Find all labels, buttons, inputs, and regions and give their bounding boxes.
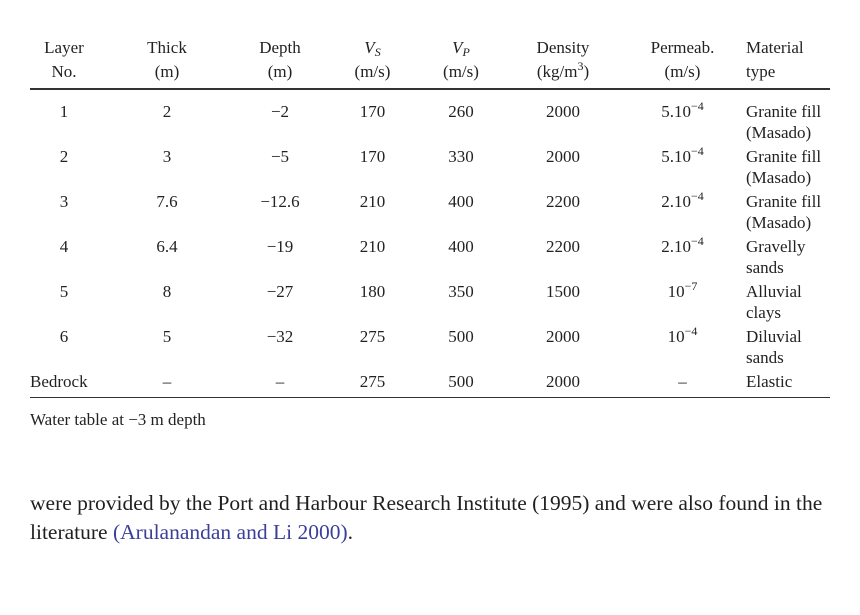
cell-material: Gravelly sands [746,237,806,277]
cell-thick: 6.4 [156,237,178,256]
body-paragraph [30,489,840,547]
cell-density: 2000 [501,371,625,398]
header-vp: $V_P$ (m/s) [421,34,501,89]
permeability-base: – [678,372,687,391]
cell-vp: 330 [448,147,474,166]
permeability-base: 10 [667,327,685,346]
table-row [30,281,830,326]
table-row [30,236,830,281]
permeability-exponent: −7 [684,279,698,293]
permeability-base: 5.10 [661,102,691,121]
header-density: Density $(kg/m^3)$ [501,34,625,89]
cell-vs: 275 [359,327,386,346]
header-permeability: Permeab. (m/s) [625,34,740,89]
cell-layer: 4 [59,237,69,256]
citation-link[interactable]: (Arulanandan and Li 2000) [112,520,348,544]
cell-vp: 400 [448,192,474,211]
cell-layer: 3 [59,192,69,211]
cell-depth: −5 [270,147,290,166]
cell-vp: 500 [421,371,501,398]
permeability-exponent: −4 [690,144,704,158]
cell-vs: 170 [359,147,386,166]
cell-depth: −27 [266,282,294,301]
cell-density: 2200 [546,192,580,211]
table-row [30,89,830,146]
cell-depth: −12.6 [260,192,300,211]
cell-vs: 210 [359,192,386,211]
cell-depth: −32 [266,327,294,346]
permeability-base: 5.10 [661,147,691,166]
table-row [30,326,830,371]
cell-vp: 500 [448,327,474,346]
cell-permeability [625,89,740,146]
cell-vp: 400 [448,237,474,256]
permeability-base: 2.10 [661,237,691,256]
cell-depth: – [236,371,324,398]
table-row [30,191,830,236]
cell-vp: 260 [448,102,474,121]
cell-permeability [625,281,740,326]
cell-layer: 6 [59,327,69,346]
paragraph-end: . [347,520,353,544]
cell-permeability [625,326,740,371]
cell-thick: 8 [162,282,172,301]
cell-vs: 170 [359,102,386,121]
header-thick: Thick (m) [98,34,236,89]
cell-permeability [625,146,740,191]
header-vs: $V_S$ (m/s) [324,34,421,89]
cell-material: Elastic [740,371,830,398]
cell-thick: 2 [162,102,172,121]
permeability-base: 2.10 [661,192,691,211]
cell-thick: – [98,371,236,398]
cell-layer: 2 [59,147,69,166]
cell-material: Granite fill (Masado) [746,192,822,232]
paragraph-text: were provided by the Port and Harbour Research Institute (1995) and were also found in the literature [30,491,823,544]
table-row [30,146,830,191]
cell-density: 2000 [546,147,580,166]
table-header [30,34,830,89]
cell-thick: 7.6 [156,192,178,211]
cell-density: 2000 [546,102,580,121]
cell-material: Alluvial clays [746,282,802,322]
soil-properties-table [30,34,830,398]
header-material: Material type [740,34,830,89]
cell-layer: 1 [59,102,69,121]
cell-material: Granite fill (Masado) [746,102,822,142]
permeability-exponent: −4 [690,234,704,248]
cell-vp: 350 [448,282,474,301]
header-layer: Layer No. [30,34,98,89]
table-footnote: Water table at −3 m depth [30,410,206,429]
cell-permeability [625,371,740,398]
cell-permeability [625,236,740,281]
permeability-exponent: −4 [690,189,704,203]
cell-layer: Bedrock [30,371,98,398]
cell-density: 2000 [546,327,580,346]
cell-material: Granite fill (Masado) [746,147,822,187]
permeability-exponent: −4 [690,99,704,113]
cell-material: Diluvial sands [746,327,802,367]
cell-depth: −19 [266,237,294,256]
cell-thick: 3 [162,147,172,166]
cell-vs: 210 [359,237,386,256]
cell-vs: 180 [359,282,386,301]
permeability-exponent: −4 [684,324,698,338]
cell-density: 2200 [546,237,580,256]
cell-vs: 275 [324,371,421,398]
cell-layer: 5 [59,282,69,301]
header-depth: Depth (m) [236,34,324,89]
cell-density: 1500 [546,282,580,301]
cell-depth: −2 [270,102,290,121]
cell-permeability [625,191,740,236]
soil-properties-table-container [30,34,830,398]
permeability-base: 10 [667,282,685,301]
cell-thick: 5 [162,327,172,346]
table-row [30,371,830,398]
table-body [30,89,830,398]
